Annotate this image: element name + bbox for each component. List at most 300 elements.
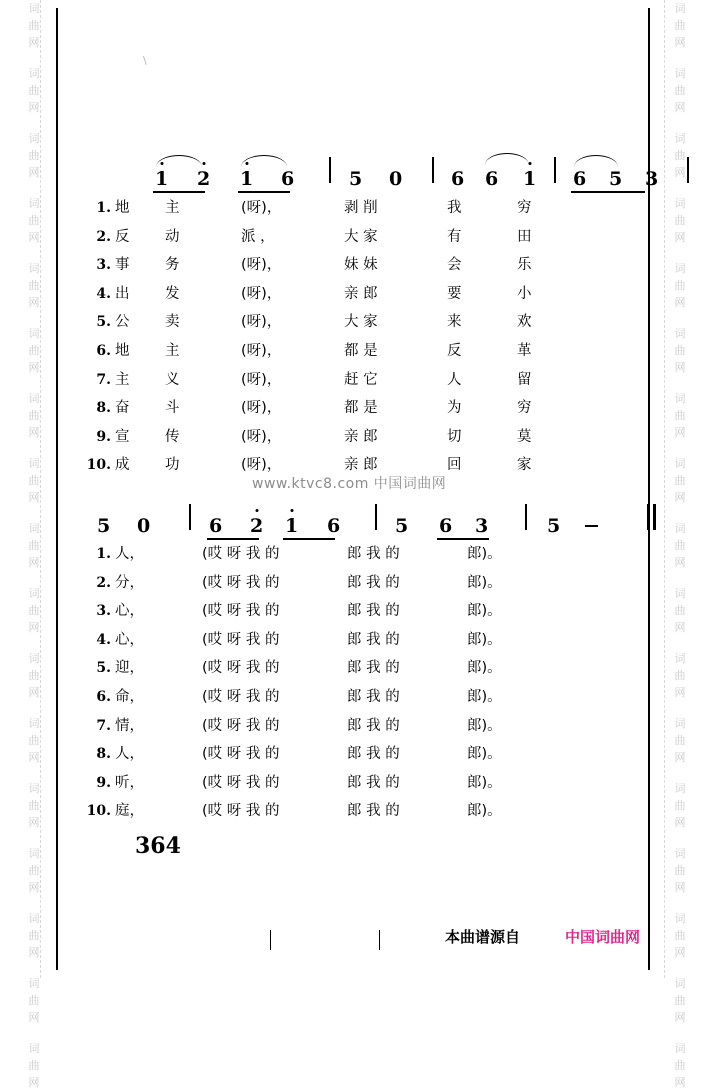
barline (432, 157, 434, 183)
watermark-char: 词 (674, 457, 686, 470)
watermark-char: 曲 (674, 214, 686, 227)
watermark-group (6, 650, 62, 701)
lyric-row (57, 251, 648, 280)
lyric-row (57, 740, 648, 769)
watermark-char: 曲 (28, 799, 40, 812)
lyric-text: 乐 (517, 257, 532, 274)
watermark-group (6, 0, 62, 51)
lyric-text: 大 家 (344, 228, 378, 245)
verse-number: 10. (86, 803, 111, 820)
lyric-text: (呀)， (241, 314, 282, 331)
watermark-char: 曲 (28, 734, 40, 747)
lyric-text: 公 (115, 314, 130, 331)
sustain-dash (585, 525, 598, 527)
lyric-text: 家 (517, 457, 532, 474)
watermark-group (652, 195, 705, 246)
watermark-char: 词 (674, 587, 686, 600)
lyric-text: 回 (447, 457, 462, 474)
lyric-text: 有 (447, 228, 462, 245)
lyric-text: 妹 妹 (344, 257, 378, 274)
lyric-text: 迎， (115, 660, 144, 677)
watermark-char: 词 (28, 197, 40, 210)
watermark-char: 曲 (674, 734, 686, 747)
watermark-char: 网 (674, 1011, 686, 1024)
lyric-text: 赶 它 (344, 371, 378, 388)
watermark-char: 曲 (674, 149, 686, 162)
verse-number: 7. (96, 371, 111, 388)
watermark-char: 词 (28, 392, 40, 405)
verse-number: 2. (96, 574, 111, 591)
verse-number: 10. (86, 457, 111, 474)
note-1: 1 (523, 170, 536, 189)
note-5: 5 (349, 168, 363, 190)
note-5: 5 (547, 515, 561, 537)
verse-number: 6. (96, 688, 111, 705)
watermark-char: 网 (28, 686, 40, 699)
watermark-char: 词 (28, 67, 40, 80)
lyric-text: 地 (115, 342, 130, 359)
watermark-char: 词 (28, 782, 40, 795)
lyric-row (57, 337, 648, 366)
watermark-char: 词 (28, 457, 40, 470)
watermark-group (6, 975, 62, 1026)
watermark-group (652, 390, 705, 441)
watermark-char: 曲 (28, 84, 40, 97)
watermark-group (6, 455, 62, 506)
footer-tick-left (270, 930, 271, 950)
lyric-text: 亲 郎 (344, 457, 378, 474)
lyric-text: 革 (517, 342, 532, 359)
lyric-row (57, 366, 648, 395)
watermark-char: 网 (674, 686, 686, 699)
lyric-text: 动 (165, 228, 180, 245)
lyric-text: (哎 呀 我 的 (202, 688, 280, 705)
barline (525, 504, 527, 530)
lyrics-block-2 (57, 540, 648, 826)
lyric-text: 郎)。 (467, 546, 502, 562)
lyric-text: 郎)。 (467, 660, 502, 677)
lyric-text: 成 (115, 457, 130, 474)
watermark-char: 曲 (674, 409, 686, 422)
watermark-char: 曲 (674, 1059, 686, 1072)
lyric-row (57, 394, 648, 423)
note-6: 6 (439, 515, 453, 537)
watermark-group (6, 260, 62, 311)
lyric-text: 听， (115, 774, 144, 791)
note-0: 0 (137, 515, 151, 537)
watermark-char: 曲 (674, 474, 686, 487)
verse-number: 6. (96, 342, 111, 359)
watermark-group (652, 520, 705, 571)
watermark-char: 网 (674, 361, 686, 374)
lyric-text: 心， (115, 603, 144, 620)
lyric-text: 我 (447, 200, 462, 216)
watermark-char: 词 (28, 717, 40, 730)
watermark-char: 曲 (674, 344, 686, 357)
watermark-char: 网 (674, 296, 686, 309)
watermark-char: 词 (674, 327, 686, 340)
lyric-row (57, 797, 648, 826)
lyric-row (57, 769, 648, 798)
lyric-text: 郎)。 (467, 574, 502, 591)
footer-brand-name[interactable]: 中国词曲网 (564, 928, 640, 946)
lyric-text: 庭， (115, 803, 144, 820)
verse-number: 7. (96, 717, 111, 734)
watermark-char: 词 (674, 1042, 686, 1055)
watermark-group (652, 260, 705, 311)
lyric-text: (呀)， (241, 371, 282, 388)
watermark-char: 网 (28, 491, 40, 504)
page-number: 364 (135, 833, 181, 859)
page-border-right (648, 8, 650, 970)
watermark-char: 词 (28, 847, 40, 860)
watermark-group (6, 325, 62, 376)
lyric-row (57, 712, 648, 741)
watermark-char: 网 (674, 166, 686, 179)
lyric-text: 反 (115, 228, 130, 245)
watermark-char: 网 (28, 426, 40, 439)
watermark-group (6, 845, 62, 896)
lyrics-block-1 (57, 194, 648, 480)
lyric-row (57, 654, 648, 683)
lyric-text: 郎 我 的 (347, 631, 400, 648)
note-6: 6 (209, 515, 223, 537)
note-2: 2 (197, 170, 210, 189)
barline (375, 504, 377, 530)
lyric-text: 传 (165, 428, 180, 445)
slur-arc (485, 153, 529, 165)
watermark-char: 词 (674, 392, 686, 405)
watermark-char: 网 (28, 166, 40, 179)
lyric-text: 要 (447, 285, 462, 302)
lyric-row (57, 194, 648, 223)
watermark-char: 曲 (674, 669, 686, 682)
lyric-text: (呀)， (241, 285, 282, 302)
watermark-group (652, 715, 705, 766)
lyric-row (57, 223, 648, 252)
note-6: 6 (573, 168, 587, 190)
lyric-text: (呀)， (241, 342, 282, 359)
note-3: 3 (475, 515, 489, 537)
watermark-char: 词 (674, 847, 686, 860)
lyric-text: (呀)， (241, 457, 282, 474)
watermark-char: 曲 (28, 409, 40, 422)
lyric-text: 地 (115, 200, 130, 216)
watermark-group (652, 910, 705, 961)
watermark-char: 网 (28, 296, 40, 309)
watermark-char: 网 (28, 621, 40, 634)
watermark-group (6, 585, 62, 636)
verse-number: 5. (96, 314, 111, 331)
lyric-text: 来 (447, 314, 462, 331)
lyric-text: 斗 (165, 400, 180, 417)
lyric-text: 人， (115, 546, 144, 562)
lyric-row (57, 597, 648, 626)
lyric-text: (哎 呀 我 的 (202, 603, 280, 620)
lyric-text: 郎)。 (467, 603, 502, 620)
note-6: 6 (485, 168, 499, 190)
watermark-char: 词 (674, 2, 686, 15)
watermark-char: 曲 (28, 994, 40, 1007)
lyric-text: 主 (115, 371, 130, 388)
note-1: 1 (285, 517, 298, 536)
slur-arc (574, 155, 618, 167)
watermark-char: 曲 (674, 84, 686, 97)
watermark-char: 词 (28, 977, 40, 990)
watermark-char: 曲 (28, 539, 40, 552)
lyric-text: 郎)。 (467, 803, 502, 820)
watermark-char: 词 (674, 912, 686, 925)
watermark-char: 曲 (28, 604, 40, 617)
watermark-group (6, 1040, 62, 1091)
watermark-char: 词 (674, 717, 686, 730)
watermark-char: 词 (28, 2, 40, 15)
watermark-char: 网 (28, 1076, 40, 1089)
watermark-char: 曲 (28, 214, 40, 227)
watermark-char: 词 (28, 652, 40, 665)
watermark-char: 词 (28, 912, 40, 925)
lyric-text: 都 是 (344, 400, 378, 417)
watermark-char: 网 (674, 621, 686, 634)
watermark-char: 曲 (28, 149, 40, 162)
lyric-text: 郎)。 (467, 631, 502, 648)
watermark-char: 词 (674, 977, 686, 990)
lyric-text: 郎 我 的 (347, 717, 400, 734)
lyric-text: 欢 (517, 314, 532, 331)
watermark-char: 网 (28, 556, 40, 569)
beam-line (153, 191, 205, 193)
watermark-char: 曲 (674, 929, 686, 942)
lyric-text: (呀)， (241, 257, 282, 274)
lyric-text: 郎 我 的 (347, 603, 400, 620)
lyric-text: 穷 (517, 400, 532, 417)
watermark-char: 网 (28, 1011, 40, 1024)
lyric-text: 郎)。 (467, 746, 502, 763)
barline-end-staff1 (687, 157, 689, 183)
lyric-text: (呀)， (241, 200, 282, 216)
watermark-char: 网 (674, 1076, 686, 1089)
final-barline-thin (647, 504, 648, 530)
watermark-group (6, 65, 62, 116)
watermark-char: 词 (28, 132, 40, 145)
watermark-char: 网 (674, 881, 686, 894)
lyric-text: 莫 (517, 428, 532, 445)
lyric-text: 郎 我 的 (347, 688, 400, 705)
watermark-char: 词 (674, 132, 686, 145)
lyric-text: 为 (447, 400, 462, 417)
lyric-text: 穷 (517, 200, 532, 216)
watermark-group (652, 845, 705, 896)
watermark-char: 曲 (674, 604, 686, 617)
lyric-text: 主 (165, 200, 180, 216)
lyric-text: (哎 呀 我 的 (202, 631, 280, 648)
lyric-text: 留 (517, 371, 532, 388)
watermark-group (6, 780, 62, 831)
lyric-text: 反 (447, 342, 462, 359)
lyric-row (57, 626, 648, 655)
watermark-group (652, 65, 705, 116)
lyric-text: (哎 呀 我 的 (202, 803, 280, 820)
watermark-group (652, 130, 705, 181)
lyric-text: 事 (115, 257, 130, 274)
watermark-char: 曲 (28, 279, 40, 292)
note-1: 1 (240, 170, 253, 189)
staff-line-2 (57, 500, 648, 540)
lyric-text: (哎 呀 我 的 (202, 746, 280, 763)
watermark-char: 曲 (28, 474, 40, 487)
lyric-text: 出 (115, 285, 130, 302)
note-5: 5 (97, 515, 111, 537)
lyric-text: 小 (517, 285, 532, 302)
watermark-char: 曲 (674, 539, 686, 552)
lyric-row (57, 280, 648, 309)
verse-number: 5. (96, 660, 111, 677)
barline (329, 157, 331, 183)
lyric-text: 会 (447, 257, 462, 274)
watermark-char: 网 (674, 946, 686, 959)
watermark-char: 曲 (28, 344, 40, 357)
center-watermark: www.ktvc8.com 中国词曲网 (252, 476, 447, 492)
watermark-char: 曲 (28, 1059, 40, 1072)
lyric-text: 分， (115, 574, 144, 591)
lyric-text: 人， (115, 746, 144, 763)
watermark-group (6, 390, 62, 441)
watermark-group (652, 975, 705, 1026)
lyric-text: 亲 郎 (344, 428, 378, 445)
lyric-text: 郎)。 (467, 774, 502, 791)
verse-number: 1. (96, 546, 111, 562)
note-6: 6 (327, 515, 341, 537)
watermark-group (652, 0, 705, 51)
beam-line (238, 191, 290, 193)
lyric-text: 主 (165, 342, 180, 359)
footer-tick-right (379, 930, 380, 950)
slur-arc (156, 155, 202, 167)
lyric-text: (呀)， (241, 428, 282, 445)
note-3: 3 (645, 168, 659, 190)
barline (554, 157, 556, 183)
watermark-char: 曲 (28, 19, 40, 32)
beam-line (571, 191, 645, 193)
note-6: 6 (451, 168, 465, 190)
lyric-text: 发 (165, 285, 180, 302)
lyric-text: (哎 呀 我 的 (202, 574, 280, 591)
slur-arc (241, 155, 287, 167)
lyric-text: 义 (165, 371, 180, 388)
watermark-char: 词 (28, 522, 40, 535)
watermark-char: 网 (674, 101, 686, 114)
watermark-char: 曲 (674, 19, 686, 32)
watermark-char: 曲 (674, 994, 686, 1007)
verse-number: 8. (96, 746, 111, 763)
watermark-char: 曲 (28, 669, 40, 682)
watermark-group (6, 910, 62, 961)
lyric-text: 郎 我 的 (347, 574, 400, 591)
verse-number: 1. (96, 200, 111, 216)
lyric-row (57, 569, 648, 598)
lyric-text: 宣 (115, 428, 130, 445)
lyric-text: (哎 呀 我 的 (202, 546, 280, 562)
lyric-row (57, 308, 648, 337)
watermark-char: 网 (674, 491, 686, 504)
watermark-group (6, 715, 62, 766)
note-6: 6 (281, 168, 295, 190)
watermark-char: 词 (28, 262, 40, 275)
lyric-text: 务 (165, 257, 180, 274)
watermark-group (652, 585, 705, 636)
watermark-char: 网 (674, 231, 686, 244)
note-5: 5 (609, 168, 623, 190)
barline (189, 504, 191, 530)
score-content (57, 8, 659, 970)
lyric-text: (哎 呀 我 的 (202, 774, 280, 791)
watermark-char: 词 (28, 587, 40, 600)
octave-dot-icon (255, 509, 258, 512)
verse-number: 4. (96, 285, 111, 302)
octave-dot-icon (202, 162, 205, 165)
watermark-char: 词 (674, 782, 686, 795)
watermark-char: 网 (28, 946, 40, 959)
scan-artifact-mark: \ (143, 54, 147, 67)
lyric-text: 郎 我 的 (347, 803, 400, 820)
verse-number: 9. (96, 428, 111, 445)
lyric-text: 田 (517, 228, 532, 245)
watermark-char: 词 (674, 262, 686, 275)
watermark-char: 曲 (674, 799, 686, 812)
watermark-group (6, 130, 62, 181)
watermark-char: 网 (28, 361, 40, 374)
watermark-char: 词 (674, 197, 686, 210)
watermark-char: 网 (28, 231, 40, 244)
lyric-text: 郎 我 的 (347, 660, 400, 677)
lyric-text: (哎 呀 我 的 (202, 660, 280, 677)
verse-number: 9. (96, 774, 111, 791)
verse-number: 3. (96, 257, 111, 274)
lyric-row (57, 540, 648, 569)
watermark-char: 网 (674, 426, 686, 439)
note-0: 0 (389, 168, 403, 190)
watermark-char: 网 (28, 36, 40, 49)
verse-number: 4. (96, 631, 111, 648)
watermark-char: 网 (28, 751, 40, 764)
watermark-char: 词 (674, 652, 686, 665)
staff-line-1 (57, 153, 659, 193)
watermark-group (652, 650, 705, 701)
lyric-text: 郎)。 (467, 688, 502, 705)
lyric-text: 郎 我 的 (347, 746, 400, 763)
lyric-text: 人 (447, 371, 462, 388)
lyric-text: 亲 郎 (344, 285, 378, 302)
watermark-char: 词 (674, 67, 686, 80)
watermark-group (652, 1040, 705, 1091)
lyric-text: 大 家 (344, 314, 378, 331)
note-5: 5 (395, 515, 409, 537)
lyric-text: 郎 我 的 (347, 546, 400, 562)
lyric-text: 都 是 (344, 342, 378, 359)
note-2: 2 (250, 517, 263, 536)
watermark-group (6, 195, 62, 246)
lyric-text: 功 (165, 457, 180, 474)
verse-number: 8. (96, 400, 111, 417)
watermark-char: 网 (28, 816, 40, 829)
page-footer (57, 926, 648, 956)
lyric-text: (呀)， (241, 400, 282, 417)
lyric-text: 情， (115, 717, 144, 734)
watermark-group (652, 455, 705, 506)
lyric-row (57, 683, 648, 712)
watermark-char: 网 (28, 101, 40, 114)
watermark-char: 曲 (28, 864, 40, 877)
